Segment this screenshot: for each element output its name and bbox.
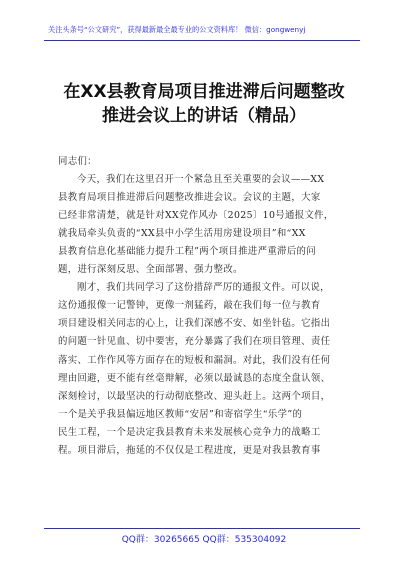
body-line: 题，进行深刻反思、全面部署、强力整改。	[58, 264, 243, 276]
body-line: 程。项目滞后，拖延的不仅仅是工程进度，更是对我县教育事	[58, 444, 321, 456]
body-line: 落实、工作作风等方面存在的短板和漏洞。对此，我们没有任何	[58, 354, 331, 366]
body-line: 理由回避，更不能有丝毫辩解，必须以最诚恳的态度全盘认领、	[58, 372, 331, 384]
body-line: 刚才，我们共同学习了这份措辞严厉的通报文件。可以说，	[77, 282, 330, 294]
document-body	[58, 153, 358, 460]
document-title	[40, 80, 368, 128]
footer-contacts: QQ群：30265665 QQ群：535304092	[121, 535, 287, 545]
body-line: 县教育局项目推进滞后问题整改推进会议。会议的主题，大家	[58, 192, 321, 204]
body-line: 县教育信息化基础能力提升工程”两个项目推进严重滞后的问	[58, 246, 316, 258]
salutation: 同志们：	[58, 156, 97, 167]
body-line: 一个是关乎我县偏远地区教师“安居”和寄宿学生“乐学”的	[58, 408, 303, 420]
body-line: 项目建设相关同志的心上，让我们深感不安、如坐针毡。它指出	[58, 318, 331, 330]
body-line: 今天，我们在这里召开一个紧急且至关重要的会议——XX	[77, 174, 325, 186]
header-banner: 关注头条号“公文研究”，获得最新最全最专业的公文资料库！ 微信：gongwenyj	[48, 25, 306, 34]
header-divider	[44, 40, 360, 41]
body-line: 就我局牵头负责的“XX县中小学生活用房建设项目”和“XX	[58, 228, 306, 240]
body-line: 这份通报像一记警钟，更像一剂猛药，敲在我们每一位与教育	[58, 300, 321, 312]
body-line: 深刻检讨，以最坚决的行动彻底整改、迎头赶上。这两个项目，	[58, 390, 331, 402]
title-line-2: 推进会议上的讲话（精品）	[102, 106, 306, 126]
body-line: 已经非常清楚，就是针对XX党作风办〔2025〕10号通报文件，	[58, 210, 334, 222]
body-line: 民生工程，一个是决定我县教育未来发展核心竞争力的战略工	[58, 426, 321, 438]
footer-divider	[44, 528, 360, 529]
body-line: 的问题一针见血、切中要害，充分暴露了我们在项目管理、责任	[58, 336, 331, 348]
title-line-1: 在XX县教育局项目推进滞后问题整改	[63, 82, 345, 102]
